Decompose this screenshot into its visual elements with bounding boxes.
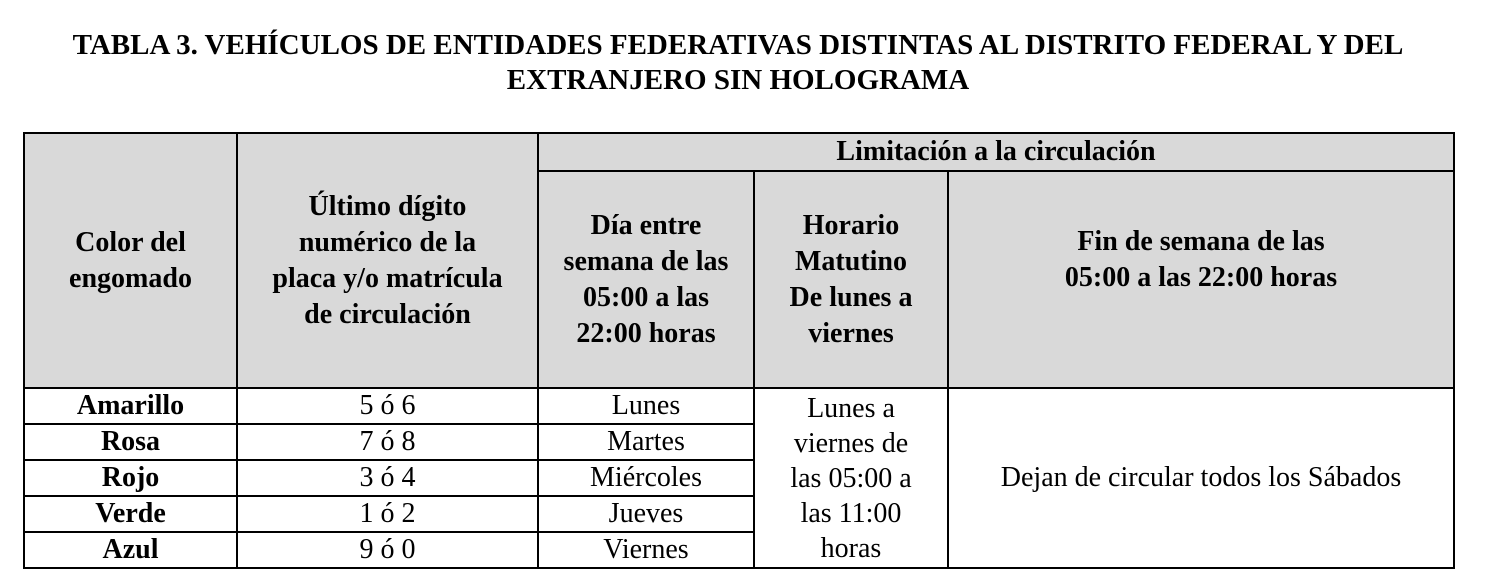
color-cell: Rojo (24, 460, 237, 496)
weekend-rule-cell: Dejan de circular todos los Sábados (948, 388, 1454, 568)
color-cell: Amarillo (24, 388, 237, 424)
digits-cell: 5 ó 6 (237, 388, 538, 424)
header-last-digit: Último dígito numérico de la placa y/o matrícula de circulación (237, 133, 538, 388)
day-cell: Jueves (538, 496, 754, 532)
day-cell: Miércoles (538, 460, 754, 496)
day-cell: Viernes (538, 532, 754, 568)
header-weekday: Día entre semana de las 05:00 a las 22:00 horas (538, 171, 754, 388)
digits-cell: 1 ó 2 (237, 496, 538, 532)
color-cell: Verde (24, 496, 237, 532)
table-row (24, 388, 1454, 424)
digits-cell: 9 ó 0 (237, 532, 538, 568)
restriction-table (23, 132, 1455, 569)
table-title-line-2: EXTRANJERO SIN HOLOGRAMA (506, 64, 970, 96)
digits-cell: 7 ó 8 (237, 424, 538, 460)
header-weekend: Fin de semana de las 05:00 a las 22:00 horas (948, 171, 1454, 388)
header-limitation: Limitación a la circulación (538, 133, 1454, 171)
morning-rule-cell: Lunes a viernes de las 05:00 a las 11:00 horas (754, 388, 948, 568)
day-cell: Martes (538, 424, 754, 460)
color-cell: Rosa (24, 424, 237, 460)
table-title-line-1: TABLA 3. VEHÍCULOS DE ENTIDADES FEDERATIVAS DISTINTAS AL DISTRITO FEDERAL Y DEL (72, 29, 1404, 61)
header-color: Color del engomado (24, 133, 237, 388)
header-morning: Horario Matutino De lunes a viernes (754, 171, 948, 388)
day-cell: Lunes (538, 388, 754, 424)
digits-cell: 3 ó 4 (237, 460, 538, 496)
table-title (0, 28, 1476, 98)
color-cell: Azul (24, 532, 237, 568)
